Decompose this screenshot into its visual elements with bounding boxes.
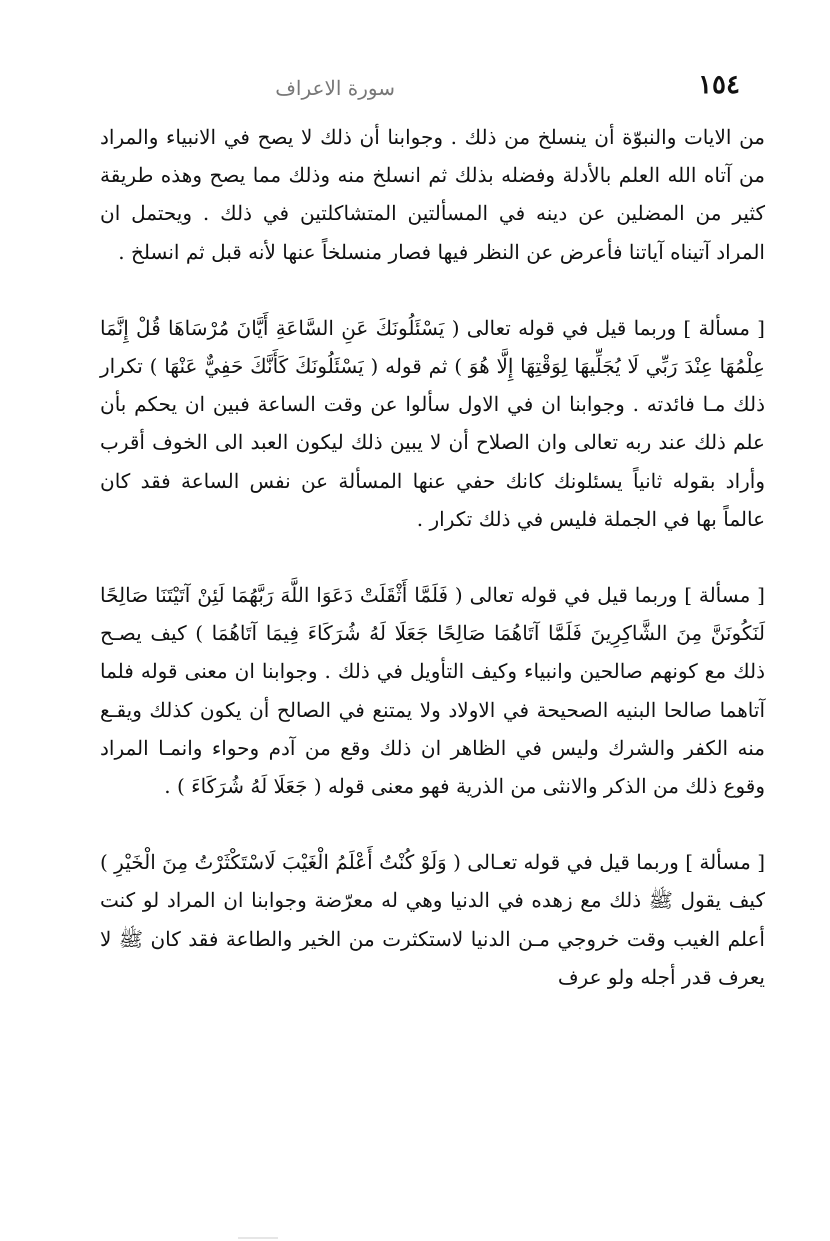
- paragraph-question-partners: [ مسألة ] وربما قيل في قوله تعالى ( فَلَمَّا أَثْقَلَتْ دَعَوَا اللَّهَ رَبَّهُمَا لَئِنْ آتَيْتَنَا صَالِحًا لَنَكُونَنَّ مِنَ الشَّاكِرِينَ فَلَمَّا آتَاهُمَا صَالِحًا جَعَلَا لَهُ شُرَكَاءَ فِيمَا آتَاهُمَا ) كيف يصـح ذلك مع كونهم صالحين وانبياء وكيف التأويل في ذلك . وجوابنا ان معنى قوله فلما آتاهما صالحا البنيه الصحيحة في الاولاد ولا يمتنع في الصالح أن يكون كذلك ويقـع منه الكفر والشرك وليس في الظاهر ان ذلك وقع من آدم وحواء وانمـا المراد وقوع ذلك من الذكر والانثى من الذرية فهو معنى قوله ( جَعَلَا لَهُ شُرَكَاءَ ) .: [100, 583, 766, 799]
- paragraph-question-unseen: [ مسألة ] وربما قيل في قوله تعـالى ( وَلَوْ كُنْتُ أَعْلَمُ الْغَيْبَ لَاسْتَكْثَرْتُ مِنَ الْخَيْرِ ) كيف يقول ﷺ ذلك مع زهده في الدنيا وهي له معرّضة وجوابنا ان المراد لو كنت أعلم الغيب وقت خروجي مـن الدنيا لاستكثرت من الخير والطاعة فقد كان ﷺ لا يعرف قدر أجله ولو عرف: [100, 850, 765, 989]
- page-header: [90, 70, 740, 110]
- paragraph-question-hour: [ مسألة ] وربما قيل في قوله تعالى ( يَسْئَلُونَكَ عَنِ السَّاعَةِ أَيَّانَ مُرْسَاهَا قُلْ إِنَّمَا عِلْمُهَا عِنْدَ رَبِّي لَا يُجَلِّيهَا لِوَقْتِهَا إِلَّا هُوَ ) ثم قوله ( يَسْئَلُونَكَ كَأَنَّكَ حَفِيٌّ عَنْهَا ) تكرار ذلك مـا فائدته . وجوابنا ان في الاول سألوا عن وقت الساعة فبين ان يحكم بأن علم ذلك عند ربه تعالى وان الصلاح أن لا يبين ذلك ليكون العبد الى الخوف أقرب وأراد بقوله ثانياً يسئلونك كانك حفي عنها المسألة عن نفس الساعة فقد كان عالماً بها في الجملة فليس في ذلك تكرار .: [100, 315, 765, 531]
- running-title: سورة الاعراف: [275, 76, 395, 100]
- page-number: ١٥٤: [698, 70, 740, 100]
- page-body: [100, 118, 765, 996]
- scan-artifact: [238, 1237, 278, 1239]
- paragraph-intro: من الايات والنبوّة أن ينسلخ من ذلك . وجوابنا أن ذلك لا يصح في الانبياء والمراد من آتاه الله العلم بالأدلة وفضله بذلك ثم انسلخ منه وذلك مما يصح وهذه طريقة كثير من المضلين عن دينه في المسألتين المتشاكلتين في ذلك . ويحتمل ان المراد آتيناه آياتنا فأعرض عن النظر فيها فصار منسلخاً عنها لأنه قبل ثم انسلخ .: [100, 125, 765, 264]
